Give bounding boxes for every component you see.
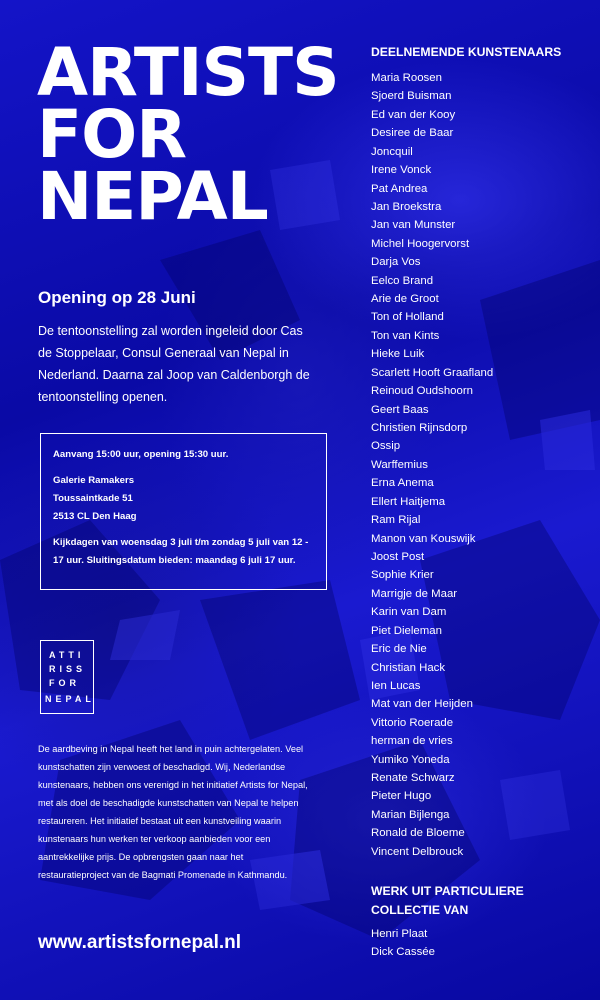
list-item: Irene Vonck <box>371 164 432 177</box>
list-item: Jan Broekstra <box>371 200 442 213</box>
list-item: Ed van der Kooy <box>371 108 456 121</box>
intro-text: De tentoonstelling zal worden ingeleid door Cas de Stoppelaar, Consul Generaal van Nepal in Nederland. Daarna zal Joop van Caldenborgh de tentoonstelling openen. <box>38 324 310 404</box>
list-item: Jan van Munster <box>371 219 456 232</box>
list-item: Reinoud Oudshoorn <box>371 385 473 398</box>
logo-row-3: FOR <box>49 678 80 688</box>
list-item: Mat van der Heijden <box>371 698 473 711</box>
list-item: Ellert Haitjema <box>371 495 446 508</box>
opening-heading: Opening op 28 Juni <box>38 288 196 307</box>
event-info-box <box>40 433 327 590</box>
list-item: Maria Roosen <box>371 72 442 84</box>
list-item: Eelco Brand <box>371 274 434 287</box>
list-item: Joncquil <box>371 145 413 158</box>
list-item: Karin van Dam <box>371 606 447 619</box>
list-item: Arie de Groot <box>371 293 439 306</box>
list-item: Warffemius <box>371 458 428 471</box>
list-item: Ton van Kints <box>371 329 440 342</box>
list-item: Manon van Kouswijk <box>371 532 476 545</box>
venue-street: Toussaintkade 51 <box>53 493 133 504</box>
list-item: Scarlett Hooft Graafland <box>371 366 494 379</box>
list-item: Darja Vos <box>371 256 421 269</box>
list-item: Pieter Hugo <box>371 790 432 803</box>
list-item: Dick Cassée <box>371 946 435 959</box>
logo-row-1: ATTI <box>49 650 85 660</box>
title-line-2: FOR <box>37 96 187 173</box>
list-item: Ossip <box>371 440 401 453</box>
list-item: Geert Baas <box>371 403 429 416</box>
list-item: Ram Rijal <box>371 514 421 527</box>
list-item: Erna Anema <box>371 477 434 490</box>
event-time: Aanvang 15:00 uur, opening 15:30 uur. <box>53 449 229 460</box>
artists-heading: DEELNEMENDE KUNSTENAARS <box>371 45 562 59</box>
list-item: Desiree de Baar <box>371 127 454 140</box>
list-item: Ien Lucas <box>371 679 421 692</box>
title-line-1: ARTISTS <box>37 34 339 111</box>
website-link[interactable]: www.artistsfornepal.nl <box>38 932 242 953</box>
list-item: Ronald de Bloeme <box>371 827 465 840</box>
venue-name: Galerie Ramakers <box>53 475 135 486</box>
list-item: Hieke Luik <box>371 348 425 361</box>
viewing-days: Kijkdagen van woensdag 3 juli t/m zondag 5 juli van 12 - 17 uur. Sluitingsdatum bieden: maandag 6 juli 17 uur. <box>53 537 309 566</box>
list-item: Renate Schwarz <box>371 772 455 785</box>
list-item: Sophie Krier <box>371 569 434 582</box>
list-item: Marrigje de Maar <box>371 587 458 600</box>
list-item: Michel Hoogervorst <box>371 237 470 250</box>
list-item: Eric de Nie <box>371 643 427 656</box>
list-item: Christien Rijnsdorp <box>371 422 468 435</box>
body-text: De aardbeving in Nepal heeft het land in puin achtergelaten. Veel kunstschatten zijn verwoest of beschadigd. Wij, Nederlandse kunstenaars, hebben ons verenigd in het initiatief Artists for Nepal, met als doel de beschadigde kunstschatten van Nepal te helpen restaureren. Het initiatief bestaat uit een kunstveiling waarin kunstenaars hun werken ter verkoop aanbieden voor een aantrekkelijke prijs. De opbrengsten gaan naar het restauratieproject van de Bagmati Promenade in Kathmandu. <box>38 744 308 880</box>
list-item: Sjoerd Buisman <box>371 90 452 103</box>
list-item: Christian Hack <box>371 661 446 674</box>
artists-for-nepal-logo <box>40 640 94 714</box>
venue-city: 2513 CL Den Haag <box>53 511 137 522</box>
list-item: Piet Dieleman <box>371 624 442 637</box>
list-item: Henri Plaat <box>371 928 428 940</box>
list-item: Marian Bijlenga <box>371 808 450 821</box>
logo-row-2: RISS <box>49 664 87 674</box>
collection-heading: WERK UIT PARTICULIERE COLLECTIE VAN <box>371 884 524 917</box>
list-item: Vincent Delbrouck <box>371 845 464 858</box>
list-item: Vittorio Roerade <box>371 716 454 729</box>
list-item: Yumiko Yoneda <box>371 753 450 766</box>
list-item: Pat Andrea <box>371 182 428 195</box>
collection-list <box>371 925 435 962</box>
list-item: Joost Post <box>371 550 425 563</box>
list-item: herman de vries <box>371 735 453 748</box>
poster-title <box>37 34 339 235</box>
title-line-3: NEPAL <box>37 158 268 235</box>
logo-row-4: NEPAL <box>45 694 95 704</box>
list-item: Ton of Holland <box>371 311 444 324</box>
artists-list <box>371 69 493 861</box>
